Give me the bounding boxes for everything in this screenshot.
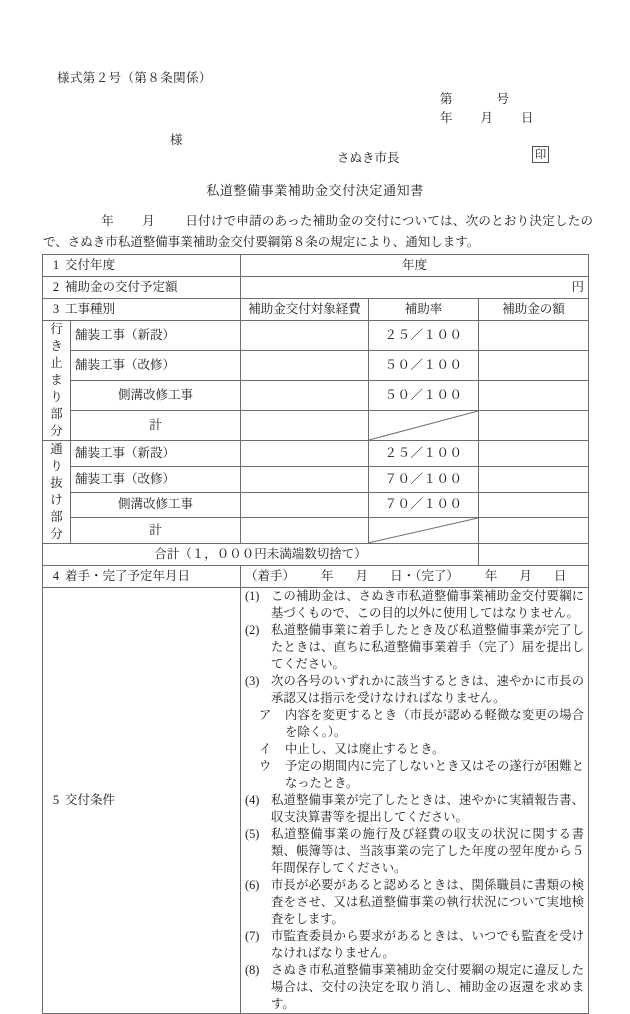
condition-text: 私道整備事業が完了したときは、速やかに実績報告書、収支決算書等を提出してください。 [271, 793, 585, 824]
date-year-label: 年 [440, 111, 453, 125]
group-name-throughway [43, 441, 71, 544]
table-row-planned-amount [43, 277, 589, 299]
cost-input-cell[interactable] [241, 381, 369, 411]
row2-index: 2 [52, 280, 60, 294]
table-row-grand-total [43, 544, 589, 566]
conditions-list [241, 588, 589, 1014]
condition-text: さぬき市私道整備事業補助金交付要綱の規定に違反した場合は、交付の決定を取り消し、補助金の返還を求めます。 [271, 963, 585, 1011]
rate-value: ７０／１００ [369, 466, 479, 492]
table-row-group1-subtotal [43, 518, 589, 544]
date-day-label: 日 [521, 111, 534, 125]
subtotal-label: 計 [71, 411, 241, 441]
condition-submarker: ア [259, 708, 272, 722]
work-type-label: 側溝改修工事 [71, 492, 241, 518]
table-row-group1-item1 [43, 466, 589, 492]
start-day-label: 日・ [390, 569, 416, 583]
grand-total-label: 合計（１，０００円未満端数切捨て） [43, 544, 479, 566]
form-number: 様式第２号（第８条関係） [57, 71, 212, 85]
work-type-label: 側溝改修工事 [71, 381, 241, 411]
condition-marker: (2) [245, 623, 260, 637]
document-number-line [440, 90, 534, 109]
table-row-group0-item2 [43, 381, 589, 411]
condition-text: 次の各号のいずれかに該当するときは、速やかに市長の承認又は指示を受けなければなりません。 [271, 674, 585, 705]
amount-input-cell[interactable] [479, 441, 589, 467]
issuer-name: さぬき市長 [337, 151, 400, 165]
end-month-label: 月 [519, 569, 532, 583]
start-marker: （着手） [245, 569, 296, 583]
cost-input-cell[interactable] [241, 351, 369, 381]
row4-label-cell [43, 566, 241, 588]
condition-item [245, 622, 584, 673]
start-month-label: 月 [355, 569, 369, 583]
condition-marker: (1) [245, 589, 260, 603]
cost-input-cell[interactable] [241, 518, 369, 544]
document-number-suffix: 号 [496, 92, 510, 106]
group1-name-line2: 部分 [50, 510, 63, 541]
amount-input-cell[interactable] [479, 411, 589, 441]
row2-value-cell: 円 [241, 277, 589, 299]
date-month-label: 月 [480, 111, 494, 125]
work-type-label: 舗装工事（改修） [71, 351, 241, 381]
row4-label: 着手・完了予定年月日 [65, 569, 191, 583]
table-row-group1-item2 [43, 492, 589, 518]
table-row-schedule [43, 566, 589, 588]
intro-paragraph [43, 211, 593, 253]
condition-item [245, 673, 584, 707]
condition-subitem [259, 707, 584, 741]
table-row-group0-subtotal [43, 411, 589, 441]
amount-input-cell[interactable] [479, 321, 589, 351]
cost-input-cell[interactable] [241, 492, 369, 518]
condition-subitem [259, 741, 584, 758]
row4-value-cell[interactable] [241, 566, 589, 588]
document-number-prefix: 第 [440, 92, 453, 106]
rate-cell-struck-out [369, 518, 479, 544]
condition-marker: (8) [245, 963, 260, 977]
condition-marker: (4) [245, 793, 260, 807]
row2-label-cell [43, 277, 241, 299]
row3-index: 3 [52, 302, 60, 316]
amount-input-cell[interactable] [479, 351, 589, 381]
seal-stamp-icon: 印 [532, 146, 549, 163]
col-header-rate: 補助率 [369, 299, 479, 321]
row2-label: 補助金の交付予定額 [65, 280, 178, 294]
row1-value-cell: 年度 [241, 255, 589, 277]
intro-line1-tail: 日付けで申請のあった補助金の交付については、次のとおり決 [185, 214, 543, 228]
rate-value: ２５／１００ [369, 441, 479, 467]
condition-subtext: 中止し、又は廃止するとき。 [285, 742, 445, 756]
document-date-line [440, 109, 534, 128]
intro-month-label: 月 [142, 214, 156, 228]
end-marker: （完了） [415, 569, 459, 583]
group1-name-line1: 通り抜け [50, 442, 63, 507]
row5-index: 5 [52, 793, 60, 807]
rate-value: ２５／１００ [369, 321, 479, 351]
condition-marker: (6) [245, 878, 260, 892]
row1-label-cell [43, 255, 241, 277]
group-name-deadend [43, 321, 71, 441]
row5-label-cell [43, 588, 241, 1014]
page-title: 私道整備事業補助金交付決定通知書 [206, 183, 424, 198]
row5-label: 交付条件 [65, 793, 116, 807]
notification-table [42, 254, 589, 1014]
col-header-cost: 補助金交付対象経費 [241, 299, 369, 321]
condition-item [245, 826, 584, 877]
document-meta [440, 90, 534, 128]
condition-marker: (3) [245, 674, 260, 688]
cost-input-cell[interactable] [241, 441, 369, 467]
grand-total-input-cell[interactable] [479, 544, 589, 566]
condition-subtext: 予定の期間内に完了しないとき又はその遂行が困難となったとき。 [285, 759, 585, 790]
condition-item [245, 588, 584, 622]
intro-line2: 定したので、さぬき市私道整備事業補助金交付要綱第８条の規定により、通知します。 [43, 214, 593, 249]
condition-text: この補助金は、さぬき市私道整備事業補助金交付要綱に基づくもので、この目的以外に使用してはなりません。 [271, 589, 585, 620]
group0-name-line1: 行き止ま [50, 322, 63, 387]
col-header-amount: 補助金の額 [479, 299, 589, 321]
table-row-group0-item1 [43, 351, 589, 381]
table-row-fiscal-year [43, 255, 589, 277]
work-type-label: 舗装工事（改修） [71, 466, 241, 492]
end-year-label: 年 [484, 569, 498, 583]
condition-item [245, 928, 584, 962]
work-type-label: 舗装工事（新設） [71, 441, 241, 467]
amount-input-cell[interactable] [479, 381, 589, 411]
rate-value: ５０／１００ [369, 351, 479, 381]
condition-marker: (7) [245, 929, 260, 943]
table-row-conditions [43, 588, 589, 1014]
amount-input-cell[interactable] [479, 518, 589, 544]
condition-submarker: イ [259, 742, 272, 756]
addressee-honorific: 様 [170, 133, 183, 147]
table-row-work-type-header [43, 299, 589, 321]
group0-name-line2: り部分 [50, 390, 63, 438]
cost-input-cell[interactable] [241, 466, 369, 492]
row4-index: 4 [52, 569, 60, 583]
rate-cell-struck-out [369, 411, 479, 441]
row1-label: 交付年度 [65, 258, 116, 272]
work-type-label: 舗装工事（新設） [71, 321, 241, 351]
condition-marker: (5) [245, 827, 260, 841]
end-day-label: 日 [553, 569, 567, 583]
table-row-group0-item0 [43, 321, 589, 351]
rate-value: ５０／１００ [369, 381, 479, 411]
table-row-group1-item0 [43, 441, 589, 467]
intro-year-label: 年 [101, 214, 115, 228]
rate-value: ７０／１００ [369, 492, 479, 518]
condition-item [245, 792, 584, 826]
condition-text: 私道整備事業の施行及び経費の収支の状況に関する書類、帳簿等は、当該事業の完了した年度の翌年度から５年間保存してください。 [271, 827, 585, 875]
condition-item [245, 877, 584, 928]
cost-input-cell[interactable] [241, 321, 369, 351]
condition-text: 市長が必要があると認めるときは、関係職員に書類の検査をさせ、又は私道整備事業の執行状況について実地検査をします。 [271, 878, 585, 926]
subtotal-label: 計 [71, 518, 241, 544]
condition-submarker: ウ [259, 759, 272, 773]
condition-text: 私道整備事業に着手したとき及び私道整備事業が完了したときは、直ちに私道整備事業着手（完了）届を提出してください。 [271, 623, 585, 671]
row3-label: 工事種別 [65, 302, 116, 316]
condition-subtext: 内容を変更するとき（市長が認める軽微な変更の場合を除く。）。 [285, 708, 585, 739]
condition-subitem [259, 758, 584, 792]
start-year-label: 年 [321, 569, 334, 583]
condition-item [245, 962, 584, 1013]
condition-text: 市監査委員から要求があるときは、いつでも監査を受けなければなりません。 [271, 929, 585, 960]
row3-label-cell [43, 299, 241, 321]
amount-input-cell[interactable] [479, 492, 589, 518]
row1-index: 1 [52, 258, 60, 272]
cost-input-cell[interactable] [241, 411, 369, 441]
amount-input-cell[interactable] [479, 466, 589, 492]
